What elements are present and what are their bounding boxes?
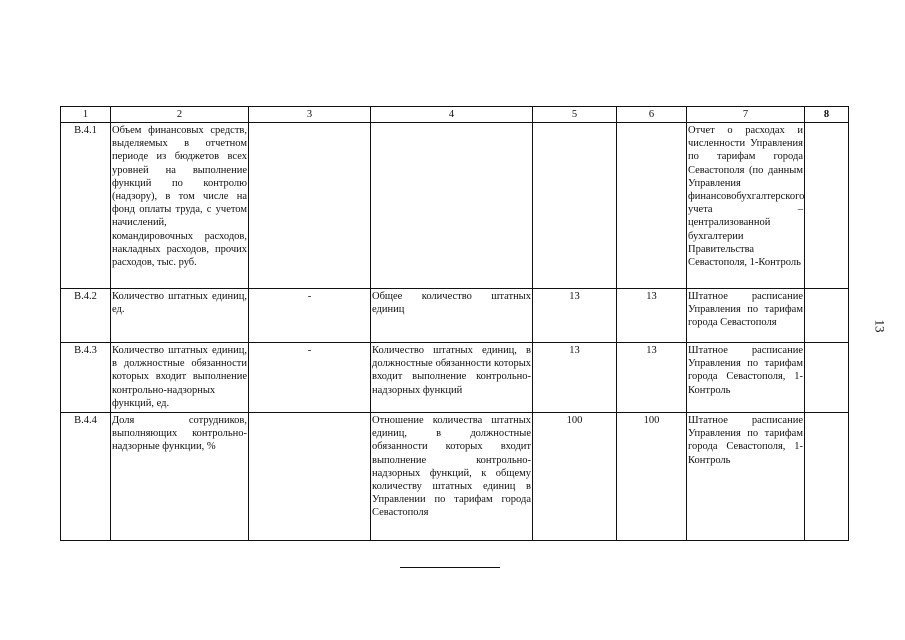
row-code: В.4.4 xyxy=(61,413,111,541)
row-formula: Количество штатных единиц, в должностные обязанности которых входит выполнение контрольно-надзорных функций xyxy=(371,343,533,413)
row-col3 xyxy=(249,413,371,541)
row-formula: Отношение количества штатных единиц, в должностные обязанности которых входит выполнение контрольно-надзорных функций, к общему количеству штатных единиц в Управлении по тарифам города Севастополя xyxy=(371,413,533,541)
row-col6 xyxy=(617,123,687,289)
row-col6: 13 xyxy=(617,343,687,413)
table-row xyxy=(61,289,849,343)
row-col6: 13 xyxy=(617,289,687,343)
header-col-7: 7 xyxy=(687,107,805,123)
row-col6: 100 xyxy=(617,413,687,541)
table-row xyxy=(61,123,849,289)
row-col8 xyxy=(805,413,849,541)
header-col-8: 8 xyxy=(805,107,849,123)
row-name: Доля сотрудников, выполняющих контрольно-надзорные функции, % xyxy=(111,413,249,541)
row-formula: Общее количество штатных единиц xyxy=(371,289,533,343)
header-col-6: 6 xyxy=(617,107,687,123)
footnote-divider xyxy=(400,567,500,568)
row-col8 xyxy=(805,289,849,343)
header-row xyxy=(61,107,849,123)
indicators-table xyxy=(60,106,849,541)
row-col3 xyxy=(249,123,371,289)
row-col5: 13 xyxy=(533,343,617,413)
header-col-4: 4 xyxy=(371,107,533,123)
row-name: Количество штатных единиц, в должностные обязанности которых входит выполнение контрольно-надзорных функций, ед. xyxy=(111,343,249,413)
header-col-3: 3 xyxy=(249,107,371,123)
header-col-2: 2 xyxy=(111,107,249,123)
row-formula xyxy=(371,123,533,289)
page-number: 13 xyxy=(872,319,888,333)
row-col5: 100 xyxy=(533,413,617,541)
header-col-1: 1 xyxy=(61,107,111,123)
row-source: Штатное расписание Управления по тарифам города Севастополя, 1-Контроль xyxy=(687,413,805,541)
row-name: Объем финансовых средств, выделяемых в отчетном периоде из бюджетов всех уровней на выполнение функций по контролю (надзору), в том числе на фонд оплаты труда, с учетом начислений, командировочных расходов, накладных расходов, прочих расходов, тыс. руб. xyxy=(111,123,249,289)
row-code: В.4.2 xyxy=(61,289,111,343)
row-col8 xyxy=(805,123,849,289)
row-code: В.4.3 xyxy=(61,343,111,413)
row-source: Штатное расписание Управления по тарифам города Севастополя, 1-Контроль xyxy=(687,343,805,413)
table-row xyxy=(61,413,849,541)
row-col5: 13 xyxy=(533,289,617,343)
row-name: Количество штатных единиц, ед. xyxy=(111,289,249,343)
row-col8 xyxy=(805,343,849,413)
row-col5 xyxy=(533,123,617,289)
row-col3: - xyxy=(249,289,371,343)
row-code: В.4.1 xyxy=(61,123,111,289)
row-source: Штатное расписание Управления по тарифам города Севастополя xyxy=(687,289,805,343)
row-col3: - xyxy=(249,343,371,413)
header-col-5: 5 xyxy=(533,107,617,123)
table-row xyxy=(61,343,849,413)
row-source: Отчет о расходах и численности Управления по тарифам города Севастополя (по данным Управления финансовобухгалтерского учета – централизованной бухгалтерии Правительства Севастополя, 1-Контроль xyxy=(687,123,805,289)
